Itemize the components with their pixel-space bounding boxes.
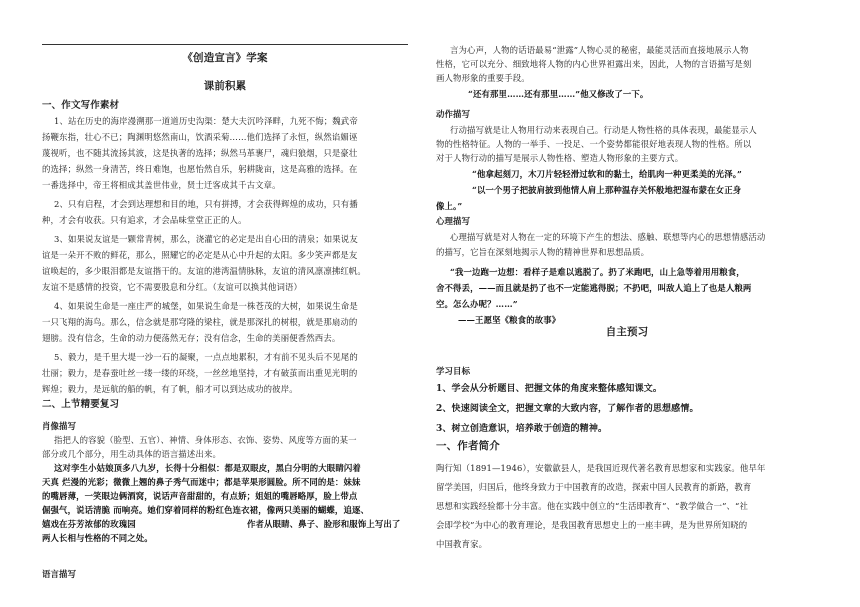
paragraph-line: 对于人物行动的描写是展示人物性格、塑造人物形象的主要方式。 bbox=[436, 153, 684, 163]
paragraph-line: 中国教育家。 bbox=[436, 539, 488, 549]
section-heading-author: 一、作者简介 bbox=[436, 440, 500, 452]
example-comment: 作者从眼睛、鼻子、脸形和服饰上写出了 bbox=[247, 519, 401, 529]
paragraph-line: 友谊不是感情的投资，它不需要股息和分红。（友谊可以换其他词语） bbox=[42, 282, 303, 292]
paragraph-line: 辉煌；毅力，是远航的船的帆，有了帆，船才可以到达成功的彼岸。 bbox=[42, 384, 298, 394]
example-line: 这对孪生小姑娘顶多八九岁，长得十分相似：都是双眼皮，黑白分明的大眼睛闪着 bbox=[54, 463, 361, 473]
section-heading-materials: 一、作文写作素材 bbox=[42, 100, 120, 111]
paragraph-line: 的描写，它旨在深刻地揭示人物的精神世界和思想品质。 bbox=[436, 247, 650, 257]
paragraph-line: 1、站在历史的海岸漫溯那一道道历史沟渠：楚大夫沉吟泽畔，九死不悔；魏武帝 bbox=[54, 116, 358, 126]
quote-line: 空。怎么办呢？……” bbox=[436, 299, 518, 309]
paragraph-line: 一番选择中，帝王将相成其盖世伟业，贤士迁客成其千古文章。 bbox=[42, 180, 281, 190]
example-comment: 两人长相与性格的不同之处。 bbox=[42, 533, 153, 543]
paragraph-line: 3、如果说友谊是一颗常青树，那么，浇灌它的必定是出自心田的清泉；如果说友 bbox=[54, 234, 358, 244]
paragraph-line: 言为心声，人物的话语最易“泄露”人物心灵的秘密，最能灵活而直接地展示人物 bbox=[450, 45, 749, 55]
quote-line: 像上。” bbox=[436, 201, 463, 211]
paragraph-line: 物的性格特征。人物的一举手、一投足、一个姿势都能很好地表现人物的性格。所以 bbox=[436, 139, 752, 149]
preview-title: 自主预习 bbox=[605, 326, 649, 338]
quote-source: ——王愿坚《粮食的故事》 bbox=[458, 315, 561, 325]
section-heading-review: 二、上节精要复习 bbox=[42, 399, 120, 410]
paragraph-line: 思想和实践经验都十分丰富。他在实践中创立的“生活即教育”、“教学做合一”、“社 bbox=[436, 501, 749, 511]
subheading-language: 语言描写 bbox=[42, 569, 77, 579]
paragraph-line: 翅膀。没有信念，生命的动力便荡然无存；没有信念，生命的美丽便香然西去。 bbox=[42, 333, 341, 343]
section-subtitle: 课前积累 bbox=[203, 80, 247, 92]
subheading-mental: 心理描写 bbox=[436, 216, 471, 226]
goal-item: 2、快速阅读全文，把握文章的大致内容，了解作者的思想感情。 bbox=[436, 404, 699, 414]
example-line: 嬉戏在芬芳浓郁的玫瑰园 bbox=[42, 519, 136, 529]
doc-title: 《创造宣言》学案 bbox=[182, 52, 268, 64]
paragraph-line: 种，才会有收获。只有追求，才会品味堂堂正正的人。 bbox=[42, 215, 247, 225]
paragraph-line: 行动描写就是让人物用行动来表现自己。行动是人物性格的具体表现，最能显示人 bbox=[450, 125, 757, 135]
paragraph-line: 会即学校”为中心的教育理论，是我国教育思想史上的一座丰碑，是为世界所知晓的 bbox=[436, 520, 748, 530]
goal-item: 3、树立创造意识，培养敢于创造的精神。 bbox=[436, 424, 608, 434]
quote-line: “以一个男子把披肩披到他情人肩上那种温存关怀般地把湿布蒙在女正身 bbox=[472, 185, 742, 195]
example-line: 倔强气，说话清脆 而响亮。她们穿着同样的粉红色连衣裙，像两只美丽的蝴蝶，追逐、 bbox=[42, 505, 370, 515]
top-rule bbox=[42, 44, 408, 45]
paragraph-line: 一只飞翔的海鸟。那么，信念就是那穹隆的梁柱，就是那深扎的树根，就是那扇动的 bbox=[42, 317, 358, 327]
quote-line: 舍不得丢，——而且就是扔了也不一定能逃得脱；不扔吧，叫敌人追上了也是人粮两 bbox=[436, 283, 752, 293]
paragraph-line: 蔑视听，也不随其流扬其波，这是执著的选择；纵然马革裹尸，魂归狼烟，只是豪壮 bbox=[42, 148, 358, 158]
subheading-goals: 学习目标 bbox=[436, 366, 471, 376]
goal-item: 1、学会从分析题目、把握文体的角度来整体感知课文。 bbox=[436, 384, 663, 394]
paragraph-line: 2、只有启程，才会到达理想和目的地，只有拼搏，才会获得辉煌的成功，只有播 bbox=[54, 199, 358, 209]
quote-line: “我一边跑一边想：看样子是难以逃脱了。扔了米跑吧，山上急等着用用粮食， bbox=[450, 267, 745, 277]
example-line: 的嘴唇薄，一笑眼边俩酒窝，说话声音甜甜的，有点娇；姐姐的嘴唇略厚，脸上带点 bbox=[42, 491, 358, 501]
paragraph-line: 陶行知（1891—1946），安徽歙县人，是我国近现代著名教育思想家和实践家。他早年 bbox=[436, 463, 766, 473]
paragraph-line: 性格，它可以充分、细致地将人物的内心世界袒露出来，因此，人物的言语描写是刻 bbox=[436, 59, 752, 69]
paragraph-line: 5、毅力，是千里大堤一沙一石的凝聚，一点点地累积，才有前不见头后不见尾的 bbox=[54, 352, 358, 362]
paragraph-line: 画人物形象的重要手段。 bbox=[436, 73, 530, 83]
quote-line: “还有那里……还有那里……”他又修改了一下。 bbox=[468, 89, 649, 99]
paragraph-line: 谊是一朵开不败的鲜花，那么，照耀它的必定是从心中升起的太阳。多少笑声都是友 bbox=[42, 250, 358, 260]
paragraph-line: 扬鞭东指，壮心不已；陶渊明悠然南山，饮酒采菊……他们选择了永恒，纵然谄媚诬 bbox=[42, 132, 358, 142]
paragraph-line: 谊唤起的，多少眼泪都是友谊揩干的。友谊的港湾温情脉脉，友谊的清风凛凛拂红帆。 bbox=[42, 266, 366, 276]
paragraph-line: 留学美国，归国后，他终身致力于中国教育的改造，探索中国人民教育的新路，教育 bbox=[436, 482, 752, 492]
paragraph-line: 壮丽；毅力，是春蚕吐丝一缕一缕的环绕，一丝丝地坚持，才有破茧而出重见光明的 bbox=[42, 368, 358, 378]
paragraph-line: 指把人的容貌（脸型、五官）、神情、身体形态、衣饰、姿势、风度等方面的某一 bbox=[54, 435, 357, 445]
example-line: 天真 烂漫的光彩；微微上翘的鼻子秀气而迷中；都是苹果形圆脸。所不同的是：妹妹 bbox=[42, 477, 361, 487]
subheading-action: 动作描写 bbox=[436, 109, 471, 119]
quote-line: “他拿起刻刀，木刀片轻轻滑过软和的黏土，给肌肉一种更柔美的光泽。” bbox=[472, 169, 743, 179]
paragraph-line: 心理描写就是对人物在一定的环境下产生的想法、感触、联想等内心的思想情感活动 bbox=[450, 232, 766, 242]
paragraph-line: 部分或几个部分，用生动具体的语言描述出来。 bbox=[42, 449, 222, 459]
paragraph-line: 4、如果说生命是一座庄严的城堡，如果说生命是一株苍茂的大树，如果说生命是 bbox=[54, 301, 358, 311]
subheading-portrait: 肖像描写 bbox=[42, 421, 77, 431]
paragraph-line: 的选择；纵然一身清苦，终日难饱，也愿怡然自乐，躬耕陇亩，这是高雅的选择。在 bbox=[42, 164, 358, 174]
